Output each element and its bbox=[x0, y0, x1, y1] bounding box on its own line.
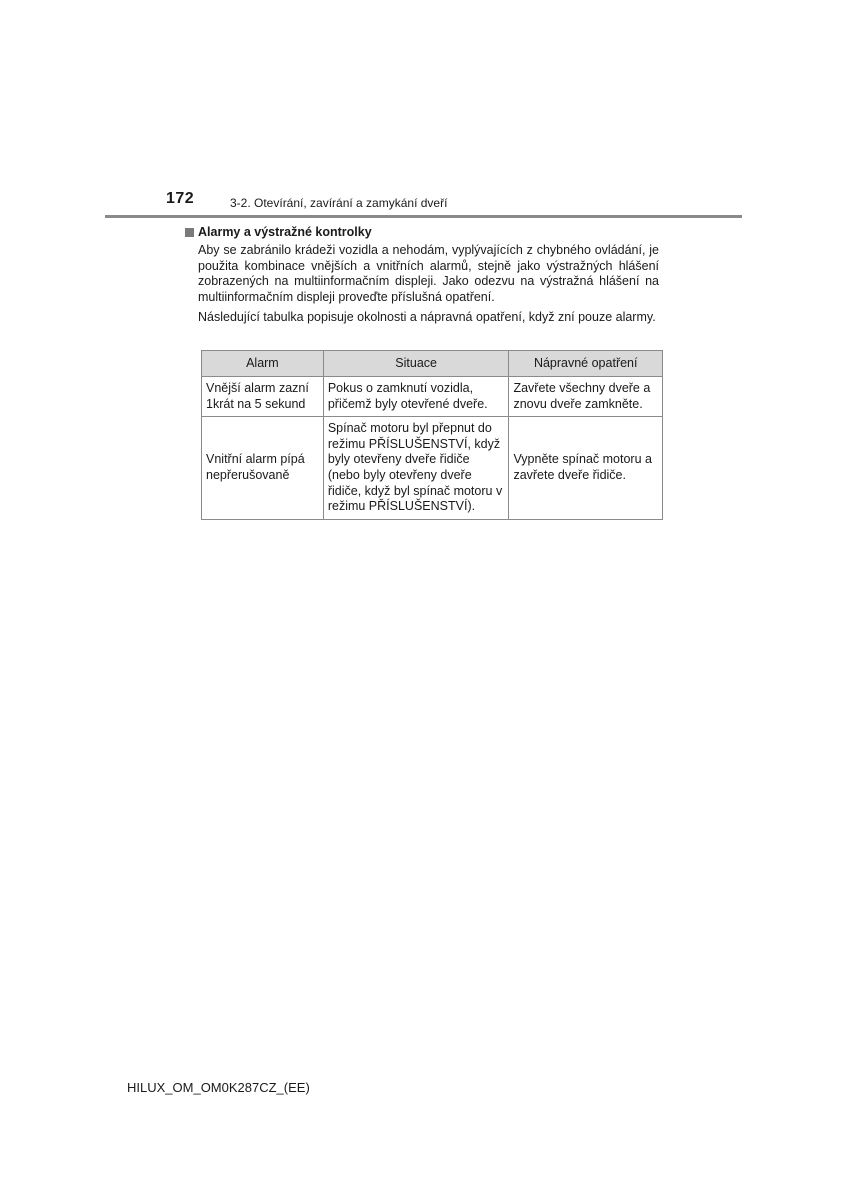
column-header-alarm: Alarm bbox=[202, 351, 324, 377]
action-cell: Zavřete všechny dveře a znovu dveře zamkněte. bbox=[509, 377, 663, 417]
table-intro-paragraph: Následující tabulka popisuje okolnosti a nápravná opatření, když zní pouze alarmy. bbox=[198, 310, 656, 324]
situation-cell: Pokus o zamknutí vozidla, přičemž byly otevřené dveře. bbox=[323, 377, 509, 417]
section-title: 3-2. Otevírání, zavírání a zamykání dveří bbox=[230, 196, 448, 210]
section-heading bbox=[185, 225, 372, 239]
alarm-table bbox=[201, 350, 663, 520]
action-cell: Vypněte spínač motoru a zavřete dveře řidiče. bbox=[509, 417, 663, 520]
situation-cell: Spínač motoru byl přepnut do režimu PŘÍSLUŠENSTVÍ, když byly otevřeny dveře řidiče (nebo byly otevřeny dveře řidiče, když byl spínač motoru v režimu PŘÍSLUŠENSTVÍ). bbox=[323, 417, 509, 520]
table-header-row bbox=[202, 351, 663, 377]
alarm-cell: Vnější alarm zazní 1krát na 5 sekund bbox=[202, 377, 324, 417]
column-header-action: Nápravné opatření bbox=[509, 351, 663, 377]
page-number: 172 bbox=[166, 190, 195, 207]
document-code: HILUX_OM_OM0K287CZ_(EE) bbox=[127, 1080, 310, 1095]
heading-text: Alarmy a výstražné kontrolky bbox=[198, 225, 372, 239]
table-row bbox=[202, 417, 663, 520]
header-divider bbox=[105, 215, 742, 218]
table-row bbox=[202, 377, 663, 417]
column-header-situation: Situace bbox=[323, 351, 509, 377]
square-bullet-icon bbox=[185, 228, 194, 237]
intro-paragraph: Aby se zabránilo krádeži vozidla a nehodám, vyplývajících z chybného ovládání, je použita kombinace vnějších a vnitřních alarmů, stejně jako výstražných hlášení zobrazených na multiinformačním displeji. Jako odezvu na výstražná hlášení na multiinformačním displeji proveďte příslušná opatření. bbox=[198, 243, 659, 304]
alarm-cell: Vnitřní alarm pípá nepřerušovaně bbox=[202, 417, 324, 520]
